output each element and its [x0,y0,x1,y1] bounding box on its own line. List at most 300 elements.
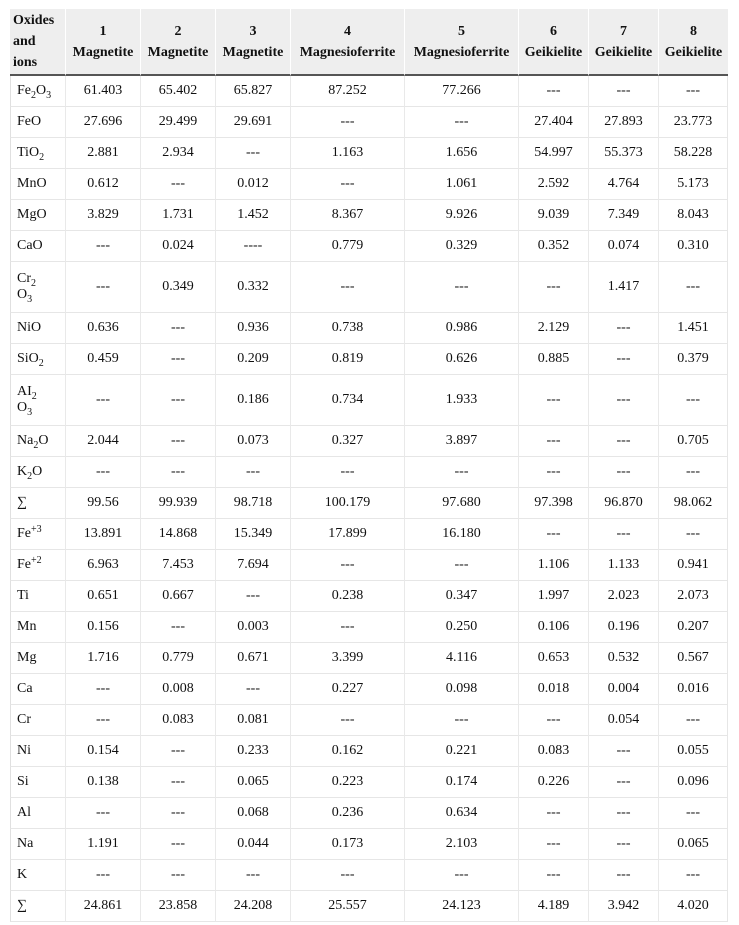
label-subscript: 2 [38,358,44,369]
table-cell: 3.942 [588,891,658,922]
column-header [290,9,404,76]
table-cell: 0.233 [215,736,290,767]
table-cell: 2.592 [518,169,588,200]
table-cell: 0.653 [518,643,588,674]
column-number: 6 [550,23,557,39]
table-row [10,169,728,200]
column-mineral: Magnetite [147,44,209,60]
table-cell: 0.671 [215,643,290,674]
table-cell: --- [290,169,404,200]
table-cell: 0.532 [588,643,658,674]
row-label [10,488,65,519]
table-cell: 2.129 [518,313,588,344]
table-cell: 4.189 [518,891,588,922]
table-row [10,643,728,674]
label-text: K [17,464,28,479]
table-row [10,344,728,375]
table-row [10,581,728,612]
table-cell: --- [140,612,215,643]
table-cell: --- [215,581,290,612]
row-label [10,767,65,798]
table-cell: 0.819 [290,344,404,375]
table-cell: --- [140,798,215,829]
table-row [10,798,728,829]
table-cell: 0.779 [290,231,404,262]
table-cell: 5.173 [658,169,728,200]
label-text: ∑ [17,898,27,913]
table-cell: 98.062 [658,488,728,519]
table-cell: 0.941 [658,550,728,581]
table-cell: --- [658,375,728,426]
table-row [10,262,728,313]
column-number: 7 [620,23,627,39]
table-cell: 0.173 [290,829,404,860]
table-cell: 0.226 [518,767,588,798]
table-cell: 1.133 [588,550,658,581]
table-cell: 29.499 [140,107,215,138]
table-cell: --- [290,860,404,891]
table-cell: --- [658,76,728,107]
row-label [10,612,65,643]
table-cell: 0.018 [518,674,588,705]
column-header [215,9,290,76]
table-cell: 27.893 [588,107,658,138]
column-number: 2 [174,23,182,39]
table-cell: --- [290,705,404,736]
table-cell: 97.398 [518,488,588,519]
row-label [10,798,65,829]
table-cell: 1.656 [404,138,518,169]
table-cell: --- [588,457,658,488]
table-row [10,674,728,705]
table-cell: --- [588,860,658,891]
row-label [10,705,65,736]
table-cell: 27.696 [65,107,140,138]
table-cell: --- [658,705,728,736]
column-number: 8 [690,23,697,39]
table-cell: 77.266 [404,76,518,107]
table-cell: 0.196 [588,612,658,643]
table-cell: 0.885 [518,344,588,375]
table-cell: --- [290,262,404,313]
table-cell: 100.179 [290,488,404,519]
row-label [10,860,65,891]
table-cell: 1.452 [215,200,290,231]
table-cell: --- [588,313,658,344]
table-cell: 99.939 [140,488,215,519]
table-cell: 0.236 [290,798,404,829]
row-label [10,736,65,767]
table-cell: 0.221 [404,736,518,767]
label-superscript: +3 [31,524,42,535]
table-cell: --- [518,519,588,550]
row-label [10,829,65,860]
table-cell: 0.073 [215,426,290,457]
table-cell: 25.557 [290,891,404,922]
table-cell: --- [404,860,518,891]
label-text: Na [17,433,34,448]
table-cell: --- [518,798,588,829]
table-cell: --- [140,375,215,426]
row-label [10,457,65,488]
table-cell: --- [518,375,588,426]
table-cell: --- [588,519,658,550]
table-cell: --- [404,457,518,488]
table-row [10,138,728,169]
table-cell: 1.731 [140,200,215,231]
table-row [10,375,728,426]
table-cell: --- [588,426,658,457]
table-cell: 0.734 [290,375,404,426]
table-cell: 17.899 [290,519,404,550]
table-cell: 2.073 [658,581,728,612]
label-text: Ca [17,681,33,696]
table-cell: 0.024 [140,231,215,262]
table-cell: --- [290,457,404,488]
table-cell: 3.829 [65,200,140,231]
table-row [10,767,728,798]
table-cell: 0.096 [658,767,728,798]
label-subscript: 3 [46,90,52,101]
table-cell: 0.054 [588,705,658,736]
table-cell: --- [658,262,728,313]
table-cell: 23.773 [658,107,728,138]
table-cell: 23.858 [140,891,215,922]
table-cell: --- [65,798,140,829]
table-cell: 0.106 [518,612,588,643]
table-row [10,736,728,767]
table-cell: --- [658,457,728,488]
table-cell: --- [290,612,404,643]
table-cell: 14.868 [140,519,215,550]
label-subscript: 2 [27,471,33,482]
table-cell: --- [518,860,588,891]
row-label [10,426,65,457]
column-number: 5 [458,23,465,39]
table-cell: 65.827 [215,76,290,107]
table-cell: 0.209 [215,344,290,375]
table-cell: 0.016 [658,674,728,705]
label-text: FeO [17,114,42,129]
table-cell: --- [404,107,518,138]
table-cell: --- [588,76,658,107]
table-cell: 0.223 [290,767,404,798]
table-cell: 9.039 [518,200,588,231]
label-text: O [38,433,49,448]
label-text: Mn [17,619,37,634]
header-row [10,9,728,76]
table-row [10,313,728,344]
row-label [10,231,65,262]
table-cell: 7.694 [215,550,290,581]
table-cell: --- [518,705,588,736]
label-text: NiO [17,320,42,335]
table-cell: --- [140,829,215,860]
table-row [10,488,728,519]
table-cell: 2.023 [588,581,658,612]
label-subscript: 2 [33,440,39,451]
table-row [10,612,728,643]
table-cell: 3.897 [404,426,518,457]
header-label-cell [10,9,65,76]
table-cell: 0.347 [404,581,518,612]
table-cell: --- [404,550,518,581]
table-cell: --- [215,138,290,169]
table-cell: --- [140,860,215,891]
table-cell: 24.123 [404,891,518,922]
row-label [10,674,65,705]
table-cell: 0.250 [404,612,518,643]
table-row [10,107,728,138]
label-text: Fe [17,526,31,541]
row-label [10,550,65,581]
label-text: Fe [17,557,31,572]
header-label-line: and [13,34,36,49]
table-cell: 0.004 [588,674,658,705]
table-cell: 96.870 [588,488,658,519]
table-cell: 1.933 [404,375,518,426]
table-row [10,200,728,231]
table-cell: 99.56 [65,488,140,519]
table-cell: --- [404,705,518,736]
row-label [10,169,65,200]
oxide-composition-table [10,9,728,922]
label-text: Cr [17,712,31,727]
table-cell: 0.227 [290,674,404,705]
table-cell: 98.718 [215,488,290,519]
table-cell: --- [658,519,728,550]
label-text: ∑ [17,495,27,510]
table-cell: 0.068 [215,798,290,829]
label-text: Fe [17,83,31,98]
row-label [10,519,65,550]
table-cell: 0.008 [140,674,215,705]
table-cell: --- [518,76,588,107]
table-cell: 0.238 [290,581,404,612]
table-cell: 2.881 [65,138,140,169]
column-mineral: Geikielite [594,44,653,60]
row-label [10,76,65,107]
table-cell: 0.567 [658,643,728,674]
table-cell: 0.636 [65,313,140,344]
row-label [10,891,65,922]
table-cell: 0.098 [404,674,518,705]
table-cell: 0.162 [290,736,404,767]
table-cell: 0.138 [65,767,140,798]
label-subscript: 3 [27,294,33,305]
table-cell: 2.934 [140,138,215,169]
label-text: O [17,287,28,302]
table-cell: 54.997 [518,138,588,169]
table-cell: 0.626 [404,344,518,375]
table-cell: 27.404 [518,107,588,138]
label-text: Cr [17,271,31,286]
table-cell: 1.106 [518,550,588,581]
column-mineral: Magnetite [72,44,134,60]
table-cell: 1.997 [518,581,588,612]
table-cell: 0.667 [140,581,215,612]
label-subscript: 2 [31,391,37,402]
label-text: Mg [17,650,37,665]
table-cell: --- [65,860,140,891]
header-label-line: ions [13,55,38,70]
table-cell: 61.403 [65,76,140,107]
table-cell: 0.055 [658,736,728,767]
column-mineral: Magnesioferrite [413,44,510,60]
label-text: Al [17,805,31,820]
table-cell: 13.891 [65,519,140,550]
label-subscript: 2 [31,278,36,289]
column-mineral: Magnetite [222,44,284,60]
table-cell: 0.332 [215,262,290,313]
column-header [658,9,728,76]
table-cell: 24.861 [65,891,140,922]
label-text: Si [17,774,29,789]
table-cell: 16.180 [404,519,518,550]
column-header [588,9,658,76]
table-cell: --- [65,705,140,736]
table-cell: 0.083 [140,705,215,736]
table-cell: --- [140,736,215,767]
row-label [10,200,65,231]
table-cell: 0.044 [215,829,290,860]
table-row [10,426,728,457]
label-text: Na [17,836,34,851]
table-row [10,519,728,550]
label-text: Ti [17,588,29,603]
label-text: K [17,867,28,882]
table-cell: --- [215,674,290,705]
table-cell: 8.043 [658,200,728,231]
table-cell: 0.705 [658,426,728,457]
table-cell: --- [588,375,658,426]
table-cell: 0.379 [658,344,728,375]
table-cell: --- [140,344,215,375]
label-text: MnO [17,176,47,191]
label-subscript: 2 [31,90,36,101]
table-cell: 0.207 [658,612,728,643]
table-cell: 1.451 [658,313,728,344]
row-label [10,107,65,138]
table-cell: 1.716 [65,643,140,674]
table-cell: --- [65,375,140,426]
table-cell: 3.399 [290,643,404,674]
table-cell: --- [140,169,215,200]
table-row [10,76,728,107]
table-cell: 8.367 [290,200,404,231]
table-cell: 0.174 [404,767,518,798]
table-cell: --- [65,262,140,313]
table-cell: 0.154 [65,736,140,767]
table-cell: --- [140,426,215,457]
row-label [10,313,65,344]
table-cell: 58.228 [658,138,728,169]
table-cell: 0.012 [215,169,290,200]
table-cell: 29.691 [215,107,290,138]
table-cell: 15.349 [215,519,290,550]
table-cell: 7.349 [588,200,658,231]
label-text: O [17,400,28,415]
column-header [518,9,588,76]
column-header [65,9,140,76]
row-label [10,375,65,426]
table-row [10,860,728,891]
table-cell: 1.417 [588,262,658,313]
table-cell: --- [140,457,215,488]
column-mineral: Geikielite [524,44,583,60]
table-cell: ---- [215,231,290,262]
table-cell: 4.020 [658,891,728,922]
table-cell: 0.612 [65,169,140,200]
row-label [10,138,65,169]
table-cell: 0.329 [404,231,518,262]
table-cell: 24.208 [215,891,290,922]
table-row [10,231,728,262]
table-cell: 97.680 [404,488,518,519]
table-cell: --- [65,457,140,488]
column-mineral: Geikielite [664,44,723,60]
table-cell: 0.065 [658,829,728,860]
table-cell: 1.163 [290,138,404,169]
table-cell: 0.738 [290,313,404,344]
table-cell: 0.081 [215,705,290,736]
label-superscript: +2 [31,555,42,566]
table-cell: 0.779 [140,643,215,674]
table-row [10,891,728,922]
table-cell: 1.061 [404,169,518,200]
column-header [404,9,518,76]
table-cell: 87.252 [290,76,404,107]
table-row [10,457,728,488]
table-cell: 0.074 [588,231,658,262]
table-cell: --- [588,344,658,375]
table-cell: --- [588,736,658,767]
table-cell: 1.191 [65,829,140,860]
table-cell: 0.349 [140,262,215,313]
table-cell: --- [588,798,658,829]
table-cell: 0.310 [658,231,728,262]
table-cell: 2.103 [404,829,518,860]
table-cell: --- [588,829,658,860]
table-cell: 4.764 [588,169,658,200]
row-label [10,262,65,313]
label-text: SiO [17,351,39,366]
table-body [10,76,728,922]
label-text: CaO [17,238,43,253]
column-mineral: Magnesioferrite [299,44,396,60]
table-cell: 0.986 [404,313,518,344]
label-subscript: 2 [39,152,45,163]
table-cell: --- [65,674,140,705]
label-text: AI [17,384,32,399]
table-cell: 0.634 [404,798,518,829]
table-cell: 0.156 [65,612,140,643]
header-label-line: Oxides [13,13,55,28]
table-cell: --- [588,767,658,798]
table-cell: 6.963 [65,550,140,581]
table-cell: 9.926 [404,200,518,231]
label-text: MgO [17,207,47,222]
table-cell: 55.373 [588,138,658,169]
table-cell: --- [658,798,728,829]
table-row [10,829,728,860]
table-cell: --- [140,313,215,344]
label-text: TiO [17,145,40,160]
table-cell: 4.116 [404,643,518,674]
column-header [140,9,215,76]
table-cell: 2.044 [65,426,140,457]
table-cell: --- [518,829,588,860]
